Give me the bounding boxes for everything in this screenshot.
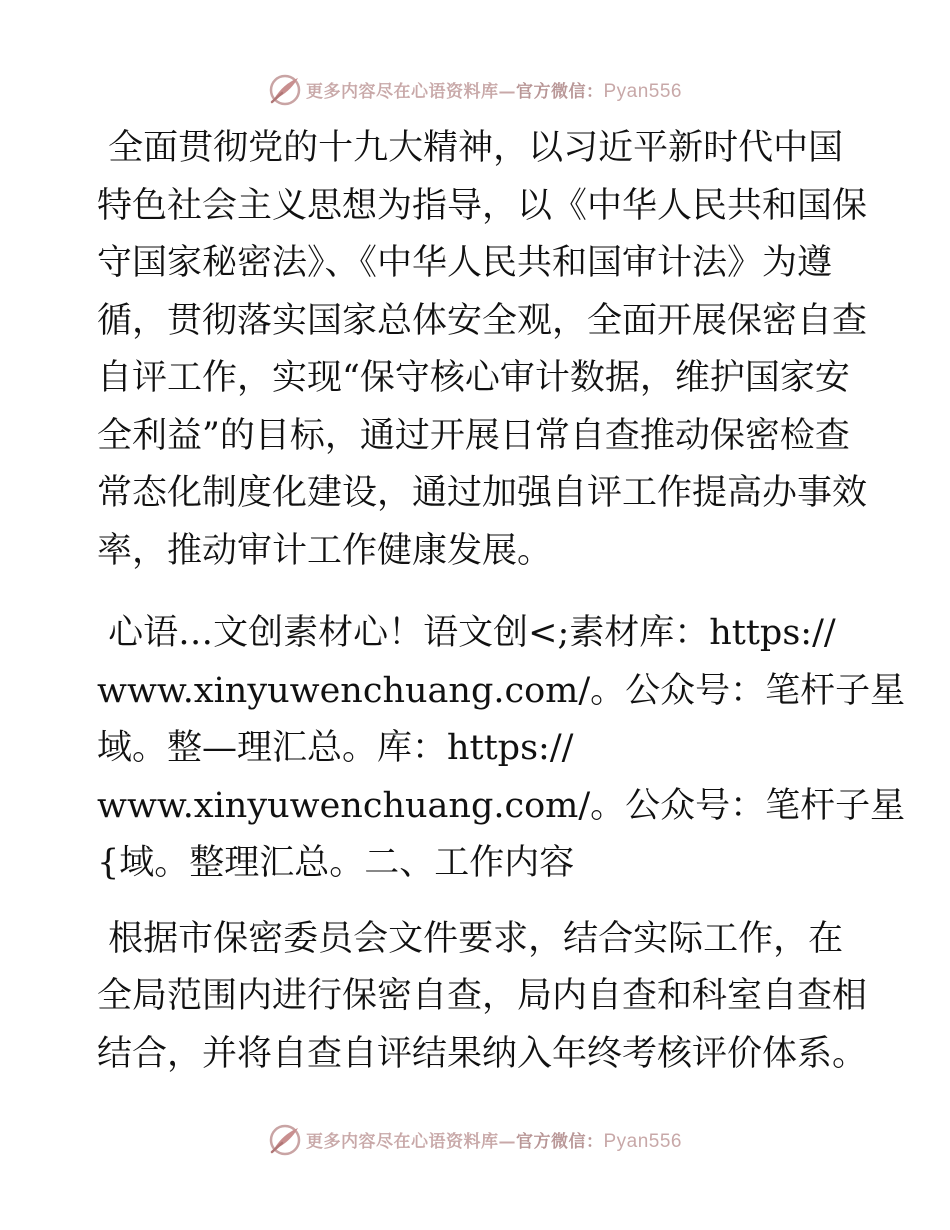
banner-wechat-label: 官方微信： [515, 82, 604, 102]
banner-wechat-id: Pyan556 [603, 81, 682, 102]
text-line: {域。整理汇总。二、工作内容 [97, 843, 575, 883]
text-line: 自评工作，实现“保守核心审计数据，维护国家安 [97, 358, 850, 398]
paragraph-2 [97, 605, 906, 893]
document-body [97, 120, 906, 1083]
header-watermark-banner [0, 70, 950, 110]
text-line: 常态化制度化建设，通过加强自评工作提高办事效 [97, 473, 868, 513]
text-line: 结合，并将自查自评结果纳入年终考核评价体系。 [97, 1033, 868, 1074]
banner-site-text: 更多内容尽在心语资料库 [305, 1132, 499, 1152]
banner-dash: — [498, 82, 516, 102]
text-line: 心语…文创素材心！语文创<;素材库：https:// [97, 613, 836, 653]
text-line: 率，推动审计工作健康发展。 [97, 530, 553, 571]
paragraph-1 [97, 120, 868, 580]
text-line: 域。整—理汇总。库：https:// [97, 728, 574, 768]
banner-wechat-label: 官方微信： [515, 1132, 604, 1152]
banner-site-text: 更多内容尽在心语资料库 [305, 82, 499, 102]
banner-wechat-id: Pyan556 [603, 1131, 682, 1152]
text-line: www.xinyuwenchuang.com/。公众号：笔杆子星 [97, 785, 906, 826]
feather-logo-icon [268, 73, 302, 107]
text-line: 循，贯彻落实国家总体安全观，全面开展保密自查 [97, 300, 868, 341]
text-line: 特色社会主义思想为指导，以《中华人民共和国保 [97, 185, 868, 226]
text-line: www.xinyuwenchuang.com/。公众号：笔杆子星 [97, 670, 906, 711]
text-line: 全面贯彻党的十九大精神，以习近平新时代中国 [97, 128, 844, 168]
text-line: 全利益”的目标，通过开展日常自查推动保密检查 [97, 415, 850, 456]
feather-logo-icon [268, 1123, 302, 1157]
text-line: 根据市保密委员会文件要求，结合实际工作，在 [97, 918, 844, 959]
text-line: 守国家秘密法》、《中华人民共和国审计法》为遵 [97, 243, 833, 283]
banner-dash: — [498, 1132, 516, 1152]
text-line: 全局范围内进行保密自查，局内自查和科室自查相 [97, 976, 868, 1016]
footer-watermark-banner [0, 1120, 950, 1160]
paragraph-3 [97, 911, 868, 1084]
